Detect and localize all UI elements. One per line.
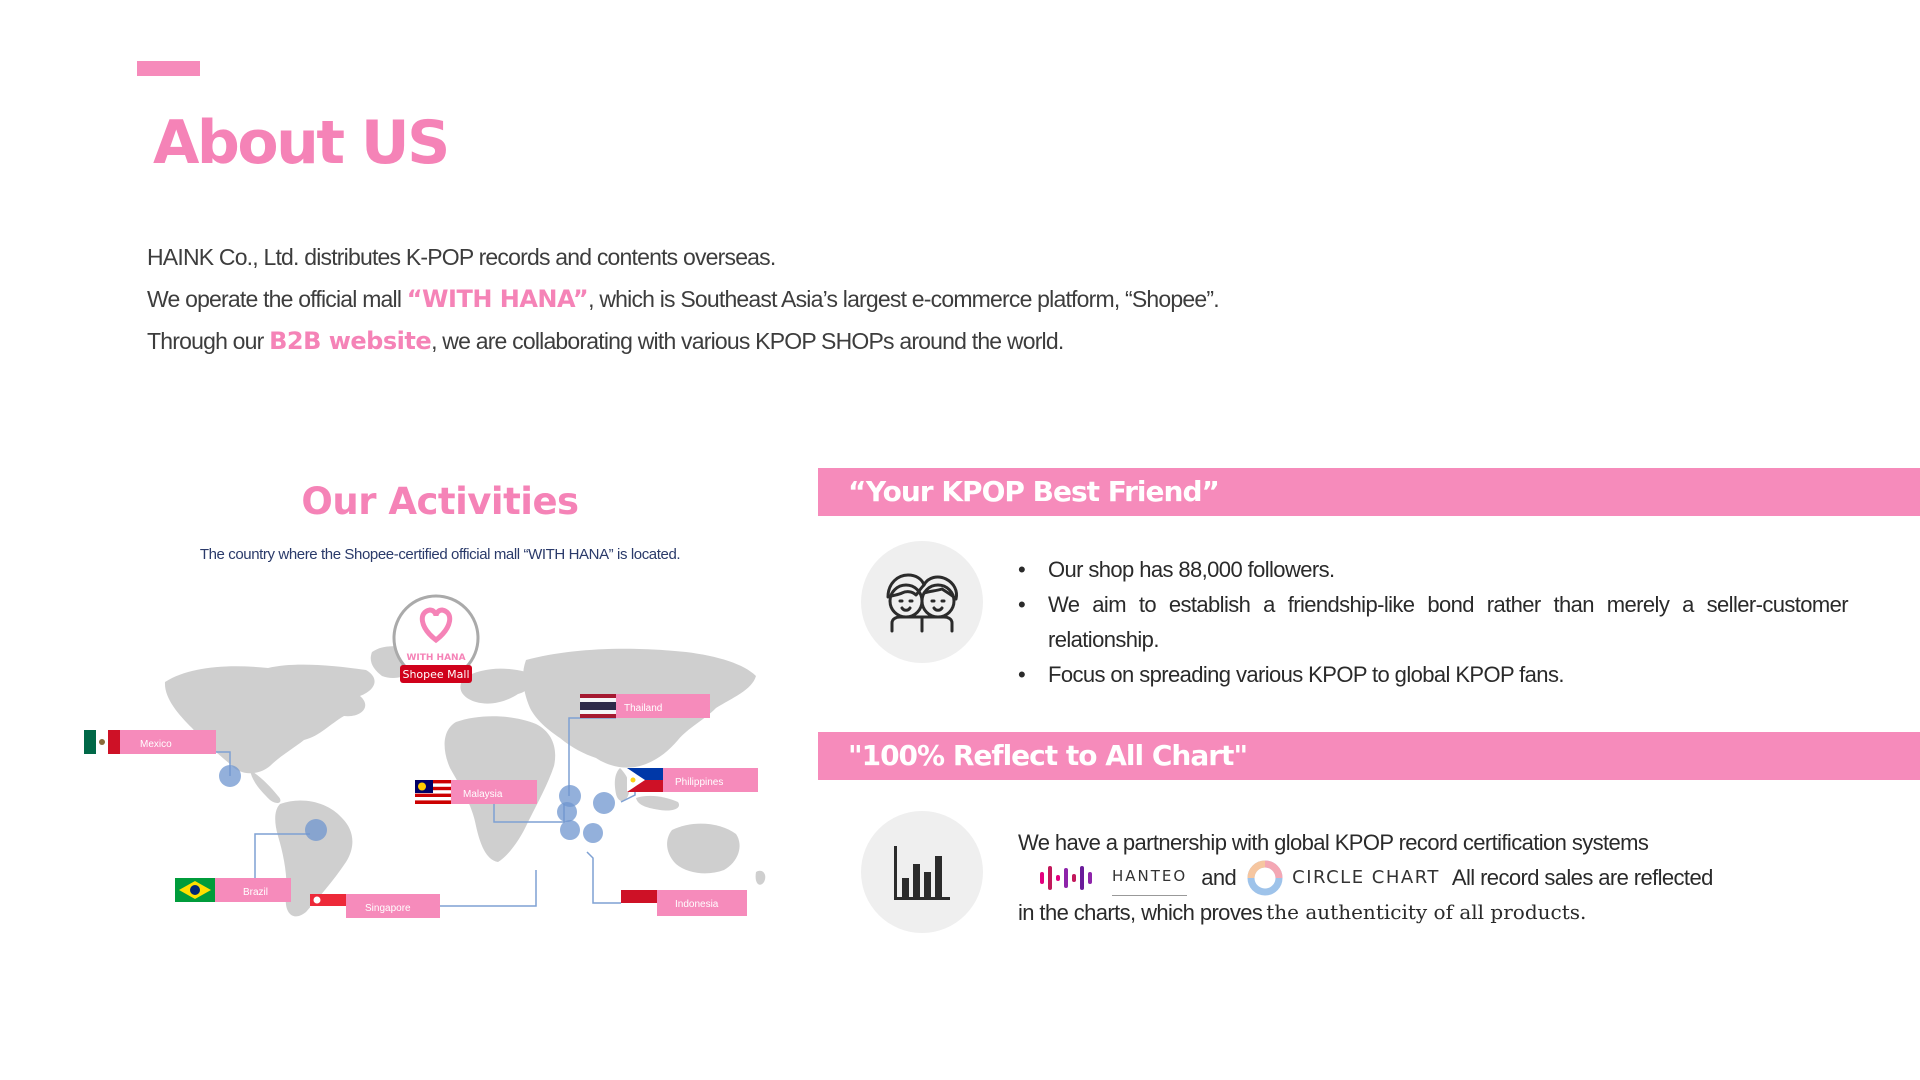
shopee-mall-badge-text: Shopee Mall [402,668,470,681]
intro-line-2 [147,278,1547,320]
central-america-shape [250,770,280,803]
with-hana-logo [394,596,478,683]
intro-line-3-end: , we are collaborating with various KPOP SHOPs around the world. [431,328,1064,354]
country-label-thailand [580,694,710,718]
islands-shape [636,796,679,811]
mexico-marker [219,765,241,787]
country-name: Mexico [140,739,172,750]
activities-title: Our Activities [301,480,579,523]
philippines-marker [593,792,615,814]
chart-partnership-text [1018,825,1848,930]
country-name: Brazil [243,887,269,898]
partnership-line: We have a partnership with global KPOP record certification systems [1018,830,1649,855]
country-name: Malaysia [463,789,503,800]
bullet-followers: • Our shop has 88,000 followers. [1018,552,1848,587]
circle-chart-label: CIRCLE CHART [1292,867,1440,888]
world-map [80,590,800,930]
malaysia-marker [557,802,577,822]
indonesia-marker [583,823,603,843]
country-label-indonesia [621,890,747,916]
hanteo-icon [1038,862,1096,894]
intro-line-3 [147,320,1547,362]
bullet-spreading-kpop: • Focus on spreading various KPOP to global KPOP fans. [1018,657,1848,692]
australia-shape [667,824,740,874]
country-label-singapore [310,894,440,918]
title-accent-bar [137,61,200,76]
malaysia-flag [415,780,451,804]
hanteo-label: HANTEO [1112,859,1187,896]
country-name: Thailand [624,703,663,714]
country-name: Singapore [365,903,411,914]
page-title: About US [153,108,448,178]
authenticity-line [1018,895,1848,930]
chart-icon-circle [861,811,983,933]
intro-text [147,236,1547,362]
indonesia-flag [621,890,657,916]
intro-line-2-start: We operate the official mall [147,286,407,312]
reflect-chart-banner: "100% Reflect to All Chart" [818,732,1920,780]
intro-line-3-start: Through our [147,328,270,354]
circle-chart-icon [1246,859,1284,897]
north-america-shape [165,665,375,774]
intro-line-1: HAINK Co., Ltd. distributes K-POP records and contents overseas. [147,244,776,270]
authenticity-line-start: in the charts, which proves [1018,900,1263,925]
bullet-friendship: • We aim to establish a friendship-like bond rather than merely a seller-customer relationship. [1018,587,1848,657]
intro-line-2-end: , which is Southeast Asia’s largest e-commerce platform, “Shopee”. [588,286,1219,312]
friends-icon-circle [861,541,983,663]
mall-logo-text: WITH HANA [406,653,466,663]
country-label-brazil [175,878,291,902]
brazil-flag [175,878,215,902]
country-name: Indonesia [675,899,719,910]
thailand-flag [580,694,616,718]
with-hana-highlight: “WITH HANA” [406,285,589,313]
activities-subtitle: The country where the Shopee-certified official mall “WITH HANA” is located. [199,546,681,563]
new-zealand-shape [756,871,766,885]
authenticity-line-end: the authenticity of all products. [1266,900,1587,924]
circle-chart-logo [1246,859,1440,897]
country-label-malaysia [415,780,537,804]
brazil-marker [305,819,327,841]
singapore-flag [310,894,346,918]
best-friend-banner: “Your KPOP Best Friend” [818,468,1920,516]
country-label-mexico [84,730,216,754]
hanteo-logo [1038,859,1187,896]
philippines-flag [627,768,663,792]
friends-icon [882,571,962,633]
country-label-philippines [627,768,758,792]
bar-chart-icon [892,842,952,902]
friend-bullet-list [1018,552,1848,692]
and-word: and [1201,865,1237,890]
country-name: Philippines [675,777,724,788]
singapore-marker [560,820,580,840]
record-sales-text: All record sales are reflected [1451,865,1713,890]
partners-logos-line [1018,860,1848,895]
b2b-website-highlight: B2B website [269,327,432,355]
mexico-flag [84,730,120,754]
